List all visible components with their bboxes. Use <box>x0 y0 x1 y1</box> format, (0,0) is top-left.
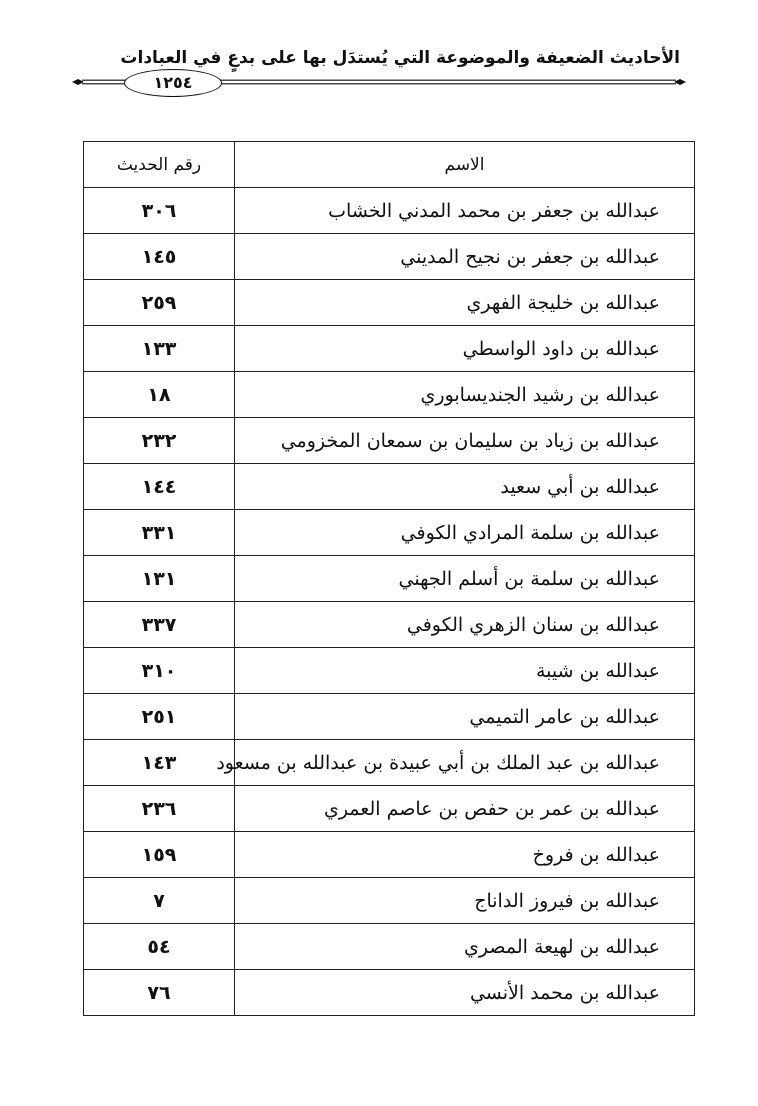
table-row <box>84 326 695 372</box>
narrator-name-cell: عبدالله بن جعفر بن محمد المدني الخشاب <box>235 188 695 234</box>
table-row <box>84 602 695 648</box>
narrator-name-cell: عبدالله بن جعفر بن نجيح المديني <box>235 234 695 280</box>
page-number: ١٢٥٤ <box>124 69 222 97</box>
table-row <box>84 510 695 556</box>
narrators-index-table <box>83 141 695 1016</box>
hadith-number-cell: ١٥٩ <box>84 832 235 878</box>
column-header-hadith-number: رقم الحديث <box>84 142 235 188</box>
narrator-name-cell: عبدالله بن عامر التميمي <box>235 694 695 740</box>
narrator-name-cell: عبدالله بن أبي سعيد <box>235 464 695 510</box>
table-row <box>84 786 695 832</box>
narrator-name-cell: عبدالله بن رشيد الجنديسابوري <box>235 372 695 418</box>
hadith-number-cell: ١٨ <box>84 372 235 418</box>
running-header-title: الأحاديث الضعيفة والموضوعة التي يُستدَل بها على بدعٍ في العبادات <box>120 48 680 68</box>
table-row <box>84 832 695 878</box>
hadith-number-cell: ١٤٣ <box>84 740 235 786</box>
table-row <box>84 924 695 970</box>
narrator-name-cell: عبدالله بن لهيعة المصري <box>235 924 695 970</box>
hadith-number-cell: ٣٣١ <box>84 510 235 556</box>
hadith-number-cell: ٣٠٦ <box>84 188 235 234</box>
table-row <box>84 418 695 464</box>
table-row <box>84 372 695 418</box>
narrator-name-cell: عبدالله بن داود الواسطي <box>235 326 695 372</box>
narrator-name-cell: عبدالله بن سلمة بن أسلم الجهني <box>235 556 695 602</box>
narrator-name-cell: عبدالله بن محمد الأنسي <box>235 970 695 1016</box>
table-row <box>84 234 695 280</box>
hadith-number-cell: ٢٣٢ <box>84 418 235 464</box>
narrator-name-cell: عبدالله بن خليجة الفهري <box>235 280 695 326</box>
narrator-name-cell: عبدالله بن عبد الملك بن أبي عبيدة بن عبدالله بن مسعود <box>235 740 695 786</box>
hadith-number-cell: ٢٥١ <box>84 694 235 740</box>
narrator-name-cell: عبدالله بن سنان الزهري الكوفي <box>235 602 695 648</box>
hadith-number-cell: ١٤٥ <box>84 234 235 280</box>
column-header-name: الاسم <box>235 142 695 188</box>
hadith-number-cell: ٢٣٦ <box>84 786 235 832</box>
hadith-number-cell: ٧ <box>84 878 235 924</box>
table-row <box>84 280 695 326</box>
table-row <box>84 970 695 1016</box>
hadith-number-cell: ٧٦ <box>84 970 235 1016</box>
table-row <box>84 464 695 510</box>
hadith-number-cell: ٣١٠ <box>84 648 235 694</box>
narrator-name-cell: عبدالله بن زياد بن سليمان بن سمعان المخزومي <box>235 418 695 464</box>
table-header-row <box>84 142 695 188</box>
table-row <box>84 694 695 740</box>
narrator-name-cell: عبدالله بن سلمة المرادي الكوفي <box>235 510 695 556</box>
table-row <box>84 188 695 234</box>
narrator-name-cell: عبدالله بن شيبة <box>235 648 695 694</box>
table-row <box>84 648 695 694</box>
table-row <box>84 878 695 924</box>
narrator-name-cell: عبدالله بن عمر بن حفص بن عاصم العمري <box>235 786 695 832</box>
hadith-number-cell: ١٣٣ <box>84 326 235 372</box>
hadith-number-cell: ٢٥٩ <box>84 280 235 326</box>
table-row <box>84 740 695 786</box>
table-row <box>84 556 695 602</box>
narrator-name-cell: عبدالله بن فيروز الداناج <box>235 878 695 924</box>
hadith-number-cell: ٣٣٧ <box>84 602 235 648</box>
hadith-number-cell: ١٣١ <box>84 556 235 602</box>
hadith-number-cell: ١٤٤ <box>84 464 235 510</box>
narrator-name-cell: عبدالله بن فروخ <box>235 832 695 878</box>
hadith-number-cell: ٥٤ <box>84 924 235 970</box>
